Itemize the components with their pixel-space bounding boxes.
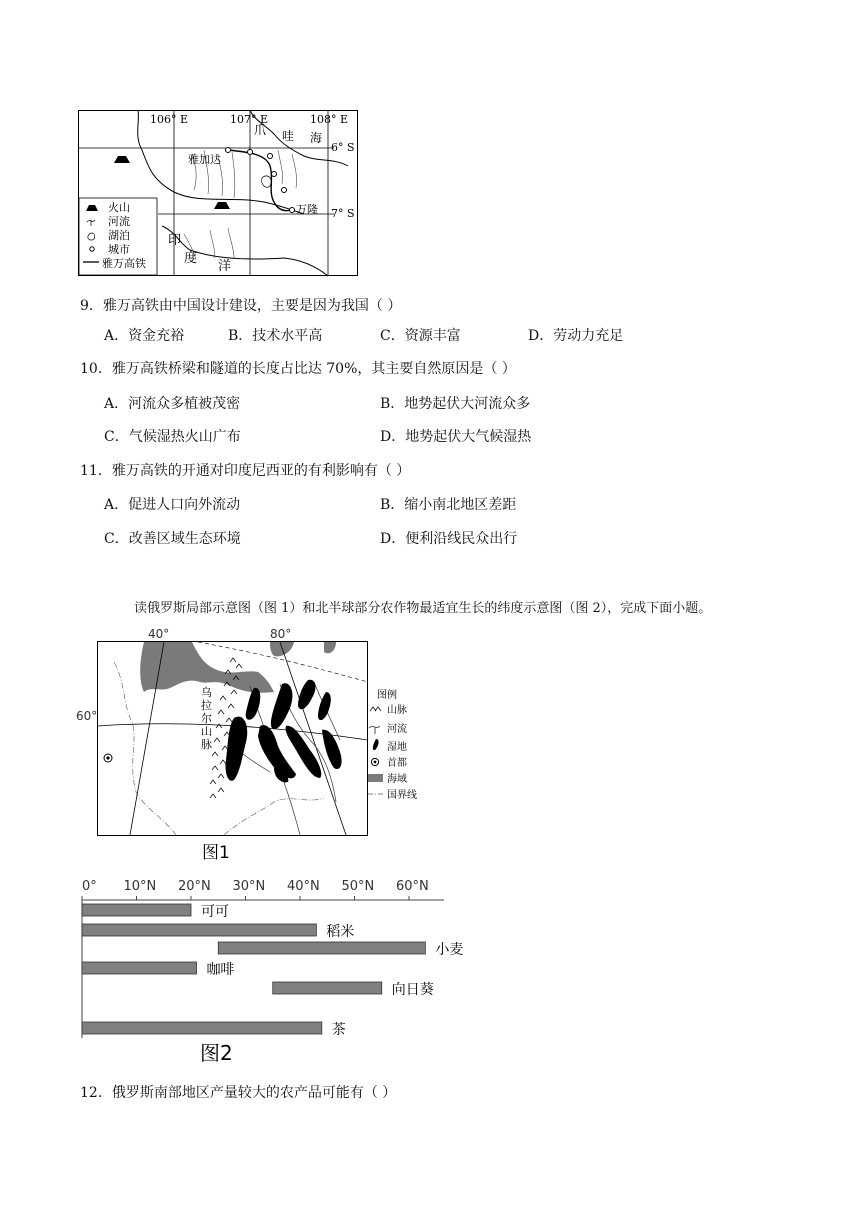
- option-10a[interactable]: A．河流众多植被茂密: [104, 396, 241, 412]
- figure-caption: 图1: [202, 843, 230, 863]
- mountain-label: 山: [201, 725, 212, 738]
- option-9c[interactable]: C．资源丰富: [380, 328, 461, 344]
- legend-sea: 海域: [387, 774, 407, 785]
- legend-volcano: 火山: [108, 201, 130, 214]
- crop-label: 稻米: [326, 924, 355, 940]
- crop-label: 茶: [331, 1022, 346, 1038]
- crop-bar: [82, 904, 191, 916]
- city-label: 雅加达: [188, 153, 221, 166]
- axis-tick-label: 60°N: [396, 879, 429, 894]
- crop-label: 可可: [201, 904, 229, 920]
- figure-caption: 图2: [200, 1041, 233, 1065]
- option-10d[interactable]: D．地势起伏大气候湿热: [380, 429, 532, 445]
- option-9b[interactable]: B．技术水平高: [228, 328, 323, 344]
- crop-label: 向日葵: [391, 982, 434, 998]
- lon-label: 40°: [148, 627, 170, 641]
- option-9d[interactable]: D．劳动力充足: [528, 328, 624, 344]
- legend-border: 国界线: [387, 790, 417, 801]
- legend-mountain: 山脉: [387, 705, 407, 716]
- option-9a[interactable]: A．资金充裕: [104, 328, 185, 344]
- sea-label: 海: [310, 131, 323, 145]
- mountain-label: 拉: [201, 699, 212, 712]
- russia-map: [74, 622, 434, 862]
- mountain-label: 尔: [201, 712, 212, 725]
- legend-river: 河流: [108, 215, 130, 228]
- sea-label: 爪: [254, 123, 267, 137]
- option-11c[interactable]: C．改善区域生态环境: [104, 531, 241, 547]
- axis-tick-label: 20°N: [178, 879, 211, 894]
- option-11d[interactable]: D．便利沿线民众出行: [380, 531, 518, 547]
- lat-label: 6° S: [331, 141, 355, 154]
- option-11b[interactable]: B．缩小南北地区差距: [380, 497, 517, 513]
- question-9: 9．雅万高铁由中国设计建设，主要是因为我国（ ）: [80, 298, 402, 314]
- java-map: [78, 110, 358, 276]
- question-11: 11．雅万高铁的开通对印度尼西亚的有利影响有（ ）: [80, 463, 411, 479]
- lon-label: 80°: [270, 627, 292, 641]
- crop-bar: [218, 942, 425, 954]
- axis-tick-label: 50°N: [341, 879, 375, 894]
- legend-railway: 雅万高铁: [102, 257, 146, 270]
- axis-tick-label: 10°N: [123, 879, 157, 894]
- axis-tick-label: 40°N: [287, 879, 320, 894]
- lon-label: 107° E: [230, 113, 269, 126]
- ocean-label: 印: [168, 233, 182, 248]
- ocean-label: 洋: [218, 259, 232, 274]
- question-10: 10．雅万高铁桥梁和隧道的长度占比达 70%，其主要自然原因是（ ）: [80, 361, 516, 377]
- crop-bar: [82, 1022, 322, 1034]
- legend-river: 河流: [387, 724, 407, 735]
- crop-bar: [273, 982, 382, 994]
- legend-city: 城市: [108, 243, 130, 256]
- legend-lake: 湖泊: [108, 229, 130, 242]
- mountain-label: 脉: [201, 738, 212, 751]
- legend-wetland: 湿地: [387, 742, 407, 753]
- option-10b[interactable]: B．地势起伏大河流众多: [380, 396, 531, 412]
- lat-label: 7° S: [331, 207, 355, 220]
- crop-label: 小麦: [435, 942, 464, 958]
- section-intro: 读俄罗斯局部示意图（图 1）和北半球部分农作物最适宜生长的纬度示意图（图 2），完成下面小题。: [134, 601, 712, 616]
- sea-label: 哇: [282, 129, 295, 143]
- option-10c[interactable]: C．气候湿热火山广布: [104, 429, 241, 445]
- legend-capital: 首都: [387, 758, 407, 769]
- city-label: 万隆: [296, 203, 318, 216]
- ocean-label: 度: [184, 251, 198, 266]
- legend-title: 图例: [377, 690, 397, 701]
- crop-bar: [82, 924, 316, 936]
- lon-label: 108° E: [310, 113, 349, 126]
- crop-latitude-chart: [74, 870, 464, 1070]
- question-12: 12．俄罗斯南部地区产量较大的农产品可能有（ ）: [80, 1085, 397, 1101]
- option-11a[interactable]: A．促进人口向外流动: [104, 497, 241, 513]
- crop-label: 咖啡: [206, 962, 235, 978]
- crop-bar: [82, 962, 196, 974]
- mountain-label: 乌: [201, 686, 212, 699]
- lat-label: 60°: [76, 709, 98, 723]
- axis-tick-label: 0°: [82, 879, 97, 894]
- lon-label: 106° E: [150, 113, 189, 126]
- axis-tick-label: 30°N: [232, 879, 266, 894]
